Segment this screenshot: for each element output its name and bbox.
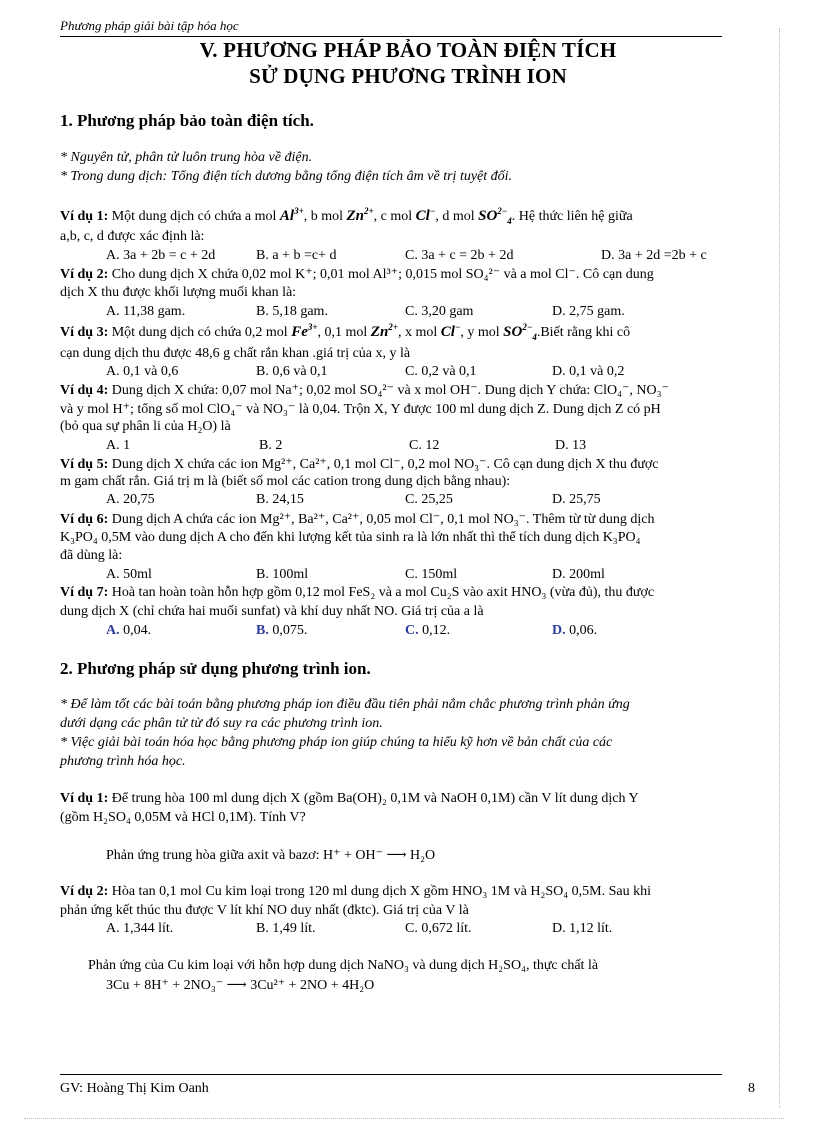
ion-fe: $Fe^{3+}$ [291, 322, 318, 340]
example-7-line-2: dung dịch X (chỉ chứa hai muối sunfat) và khí duy nhất NO. Giá trị của a là [60, 604, 484, 619]
example-5-option-b: B. 24,15 [256, 492, 304, 507]
example-1-line-1: Ví dụ 1: Một dung dịch có chứa a mol $Al^{3+}$, b mol $Zn^{2+}$, c mol Cl−, d mol $SO^{2-}_4$. Hệ thức liên hệ giữa [60, 206, 633, 226]
ion-al: $Al^{3+}$ [279, 206, 304, 224]
example-7-option-d: D. 0,06. [552, 623, 598, 638]
example-3-option-c: C. 0,2 và 0,1 [405, 364, 477, 379]
section-2-example-2-option-a: A. 1,344 lít. [106, 921, 174, 936]
title-line-1: V. PHƯƠNG PHÁP BẢO TOÀN ĐIỆN TÍCH [199, 38, 617, 62]
section-2-note-1b: dưới dạng các phân tử từ đó suy ra các phương trình ion. [60, 716, 383, 731]
section-2-example-1-line-2: (gồm H₂SO₄ 0,05M và HCl 0,1M). Tính V? [60, 810, 306, 825]
section-2-heading: 2. Phương pháp sử dụng phương trình ion. [60, 659, 371, 678]
running-header: Phương pháp giải bài tập hóa học [60, 18, 239, 33]
example-5-option-a: A. 20,75 [106, 492, 155, 507]
example-2-line-1: Ví dụ 2: Cho dung dịch X chứa 0,02 mol K⁺; 0,01 mol Al³⁺; 0,015 mol SO₄²⁻ và a mol Cl⁻. Cô cạn dung [60, 267, 654, 282]
example-4-line-1: Ví dụ 4: Dung dịch X chứa: 0,07 mol Na⁺; 0,02 mol SO₄²⁻ và x mol OH⁻. Dung dịch Y chứa: ClO₄⁻, NO₃⁻ [60, 383, 669, 398]
example-7-line-1: Ví dụ 7: Hoà tan hoàn toàn hỗn hợp gồm 0,12 mol FeS₂ và a mol Cu₂S vào axit HNO₃ (vừa đủ), thu được [60, 585, 655, 600]
page-number: 8 [748, 1081, 755, 1096]
example-6-option-c: C. 150ml [405, 567, 458, 582]
section-2-note-2a: * Việc giải bài toán hóa học bằng phương pháp ion giúp chúng ta hiểu kỹ hơn về bản chất của các [60, 735, 613, 750]
copper-reaction-note: Phản ứng của Cu kim loại với hỗn hợp dung dịch NaNO₃ và dung dịch H₂SO₄, thực chất là [88, 958, 599, 973]
section-2-example-2-option-d: D. 1,12 lít. [552, 921, 613, 936]
example-6-option-b: B. 100ml [256, 567, 309, 582]
example-6-option-d: D. 200ml [552, 567, 605, 582]
example-6-line-2: K₃PO₄ 0,5M vào dung dịch A cho đến khi lượng kết tủa sinh ra là lớn nhất thì thể tích dung dịch K₃PO₄ [60, 530, 641, 545]
footer-author: GV: Hoàng Thị Kim Oanh [60, 1081, 209, 1096]
example-4-option-d: D. 13 [555, 438, 587, 453]
example-2-option-a: A. 11,38 gam. [106, 304, 186, 319]
page-edge-right [779, 28, 780, 1108]
example-1-option-d: D. 3a + 2d =2b + c [601, 248, 707, 263]
example-1-option-c: C. 3a + c = 2b + 2d [405, 248, 514, 263]
example-4-option-c: C. 12 [409, 438, 440, 453]
example-4-option-a: A. 1 [106, 438, 131, 453]
section-2-example-2-line-1: Ví dụ 2: Hòa tan 0,1 mol Cu kim loại trong 120 ml dung dịch X gồm HNO₃ 1M và H₂SO₄ 0,5M. Sau khi [60, 884, 651, 899]
example-2-line-2: dịch X thu được khối lượng muối khan là: [60, 285, 297, 300]
ion-zn: $Zn^{2+}$ [346, 206, 374, 224]
ion-cl: Cl− [440, 322, 461, 340]
section-1-note-2: * Trong dung dịch: Tổng điện tích dương bằng tổng điện tích âm về trị tuyệt đối. [60, 169, 513, 184]
section-2-example-2-line-2: phản ứng kết thúc thu được V lít khí NO duy nhất (đktc). Giá trị của V là [60, 903, 469, 918]
example-3-line-2: cạn dung dịch thu được 48,6 g chất rắn khan .giá trị của x, y là [60, 346, 411, 361]
example-2-option-c: C. 3,20 gam [405, 304, 474, 319]
example-6-option-a: A. 50ml [106, 567, 152, 582]
section-1-heading: 1. Phương pháp bảo toàn điện tích. [60, 111, 314, 130]
example-3-option-d: D. 0,1 và 0,2 [552, 364, 625, 379]
page-edge-bottom [24, 1118, 784, 1119]
copper-reaction-equation: 3Cu + 8H⁺ + 2NO₃⁻ ⟶ 3Cu²⁺ + 2NO + 4H₂O [106, 978, 375, 993]
title-line-2: SỬ DỤNG PHƯƠNG TRÌNH ION [249, 64, 567, 88]
example-1-line-2: a,b, c, d được xác định là: [60, 229, 205, 244]
example-5-option-c: C. 25,25 [405, 492, 453, 507]
footer-rule [60, 1074, 722, 1075]
example-6-line-3: đã dùng là: [60, 548, 123, 563]
example-4-line-3: (bỏ qua sự phân li của H₂O) là [60, 419, 231, 434]
example-3-option-a: A. 0,1 và 0,6 [106, 364, 179, 379]
example-5-line-2: m gam chất rắn. Giá trị m là (biết số mol các cation trong dung dịch bằng nhau): [60, 474, 511, 489]
example-7-option-b: B. 0,075. [256, 623, 308, 638]
section-2-example-1-line-1: Ví dụ 1: Để trung hòa 100 ml dung dịch X (gồm Ba(OH)₂ 0,1M và NaOH 0,1M) cần V lít dung dịch Y [60, 791, 639, 806]
example-2-option-b: B. 5,18 gam. [256, 304, 328, 319]
ion-zn: $Zn^{2+}$ [370, 322, 398, 340]
example-3-line-1: Ví dụ 3: Một dung dịch có chứa 0,2 mol $Fe^{3+}$, 0,1 mol $Zn^{2+}$, x mol Cl−, y mol $SO^{2-}_4.Biết$ rằng khi cô [60, 322, 631, 342]
ion-so4: $SO^{2-}_4$ [503, 322, 537, 342]
section-2-example-2-option-b: B. 1,49 lít. [256, 921, 316, 936]
example-5-line-1: Ví dụ 5: Dung dịch X chứa các ion Mg²⁺, Ca²⁺, 0,1 mol Cl⁻, 0,2 mol NO₃⁻. Cô cạn dung dịch X thu được [60, 457, 659, 472]
example-7-option-c: C. 0,12. [405, 623, 451, 638]
example-3-option-b: B. 0,6 và 0,1 [256, 364, 328, 379]
example-1-option-a: A. 3a + 2b = c + 2d [106, 248, 216, 263]
ion-so4: $SO^{2-}_4$ [478, 206, 512, 226]
example-2-option-d: D. 2,75 gam. [552, 304, 625, 319]
example-1-option-b: B. a + b =c+ d [256, 248, 337, 263]
section-2-example-2-option-c: C. 0,672 lít. [405, 921, 472, 936]
example-5-option-d: D. 25,75 [552, 492, 601, 507]
example-4-option-b: B. 2 [259, 438, 283, 453]
example-7-option-a: A. 0,04. [106, 623, 152, 638]
ion-cl: Cl− [415, 206, 436, 224]
neutralization-equation: Phản ứng trung hòa giữa axit và bazơ: H⁺ + OH⁻ ⟶ H₂O [106, 848, 436, 863]
example-label: Ví dụ 1: [60, 209, 109, 224]
example-6-line-1: Ví dụ 6: Dung dịch A chứa các ion Mg²⁺, Ba²⁺, Ca²⁺, 0,05 mol Cl⁻, 0,1 mol NO₃⁻. Thêm từ từ dung dịch [60, 512, 655, 527]
section-1-note-1: * Nguyên tử, phân tử luôn trung hòa về điện. [60, 150, 313, 165]
header-rule [60, 36, 722, 37]
section-2-note-1a: * Để làm tốt các bài toán bằng phương pháp ion điều đầu tiên phải nắm chắc phương trình phản ứng [60, 697, 630, 712]
example-4-line-2: và y mol H⁺; tổng số mol ClO₄⁻ và NO₃⁻ là 0,04. Trộn X, Y được 100 ml dung dịch Z. Dung dịch Z có pH [60, 402, 661, 417]
section-2-note-2b: phương trình hóa học. [60, 754, 186, 769]
